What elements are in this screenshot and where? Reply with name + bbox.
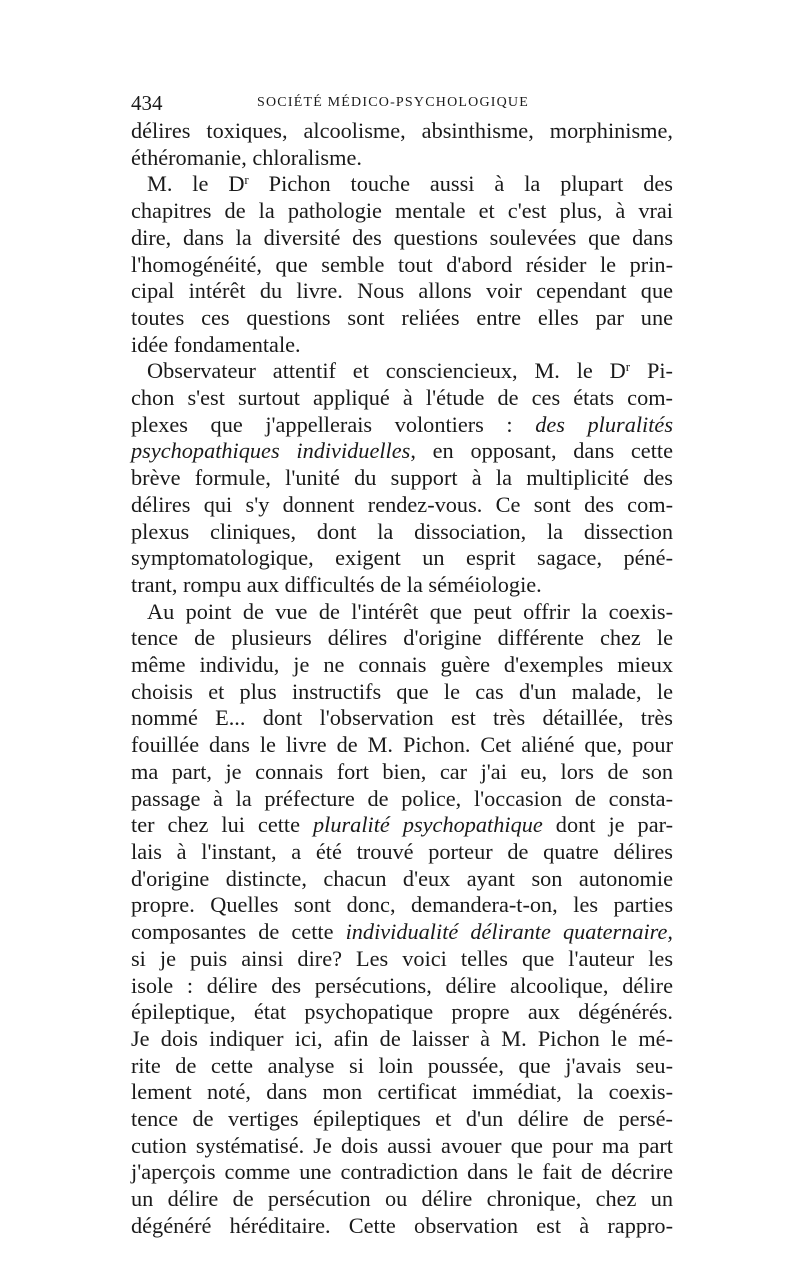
text-run: , en opposant, dans cette [410,438,673,464]
text-line: l'homogénéité, que semble tout d'abord résider le prin- [131,251,673,277]
text-line [131,812,673,839]
text-line: Au point de vue de l'intérêt que peut offrir la coexis- [147,598,673,624]
text-line: symptomatologique, exigent un esprit sagace, péné- [131,545,673,571]
text-line: j'aperçois comme une contradiction dans le fait de décrire [131,1159,673,1185]
text-line [131,412,673,439]
superscript: r [244,172,249,188]
text-line: lais à l'instant, a été trouvé porteur de quatre délires [131,838,673,864]
text-run: ter chez lui cette [131,812,314,838]
text-run: plexes que j'appellerais volontiers : [131,411,536,437]
text-line: M. le $D^r$ Pichon touche aussi à la plupart des [147,171,673,197]
text-line: d'origine distincte, chacun d'eux ayant son autonomie [131,865,673,891]
text-line [131,919,673,946]
text-line: Je dois indiquer ici, afin de laisser à M. Pichon le mé- [131,1025,673,1051]
text-line: un délire de persécution ou délire chronique, chez un [131,1186,673,1212]
text-line: délires qui s'y donnent rendez-vous. Ce sont des com- [131,491,673,517]
text-line: même individu, je ne connais guère d'exemples mieux [131,652,673,678]
text-line: isole : délire des persécutions, délire alcoolique, délire [131,972,673,998]
text-line: passage à la préfecture de police, l'occasion de consta- [131,785,673,811]
italic-phrase: psychopathiques individuelles [131,438,411,464]
italic-phrase: individualité délirante quaternaire, [345,919,673,945]
text-run: composantes de cette [131,919,346,945]
text-line: dire, dans la diversité des questions soulevées que dans [131,224,673,250]
text-line: plexus cliniques, dont la dissociation, la dissection [131,518,673,544]
text-line: fouillée dans le livre de M. Pichon. Cet aliéné que, pour [131,732,673,758]
text-line [131,438,673,465]
text-line: trant, rompu aux difficultés de la séméiologie. [131,571,542,597]
text-line: nommé E... dont l'observation est très détaillée, très [131,705,673,731]
text-line: délires toxiques, alcoolisme, absinthisme, morphinisme, [131,118,673,143]
text-line: rite de cette analyse si loin poussée, que j'avais seu- [131,1052,673,1078]
text-line: brève formule, l'unité du support à la multiplicité des [131,465,673,491]
text-line: toutes ces questions sont reliées entre elles par une [131,304,673,330]
text-line: tence de vertiges épileptiques et d'un délire de persé- [131,1106,673,1132]
text-line: éthéromanie, chloralisme. [131,144,362,170]
running-title: SOCIÉTÉ MÉDICO-PSYCHOLOGIQUE [257,95,529,110]
italic-phrase: des pluralités [535,411,673,437]
text-line: chapitres de la pathologie mentale et c'est plus, à vrai [131,198,673,224]
text-line: si je puis ainsi dire? Les voici telles que l'auteur les [131,945,673,971]
text-line: épileptique, état psychopatique propre aux dégénérés. [131,999,673,1025]
body-text [131,118,673,1240]
text-line: propre. Quelles sont donc, demandera-t-on, les parties [131,892,673,918]
italic-phrase: pluralité psychopathique [313,812,543,838]
page-number: 434 [131,91,163,115]
superscript: r [625,359,631,375]
text-line: cution systématisé. Je dois aussi avouer que pour ma part [131,1132,673,1158]
text-line: ma part, je connais fort bien, car j'ai eu, lors de son [131,758,673,784]
text-line: lement noté, dans mon certificat immédiat, la coexis- [131,1079,673,1105]
text-line: cipal intérêt du livre. Nous allons voir cependant que [131,278,673,304]
text-line: Observateur attentif et consciencieux, M. le $D^r$ Pi- [147,358,673,384]
text-line: dégénéré héréditaire. Cette observation est à rappro- [131,1212,673,1238]
text-line: tence de plusieurs délires d'origine différente chez le [131,625,673,651]
page-header [131,92,674,114]
text-run: dont je par- [542,812,673,838]
text-line: idée fondamentale. [131,331,301,357]
text-line: chon s'est surtout appliqué à l'étude de ces états com- [131,385,673,411]
text-line: choisis et plus instructifs que le cas d'un malade, le [131,678,673,704]
